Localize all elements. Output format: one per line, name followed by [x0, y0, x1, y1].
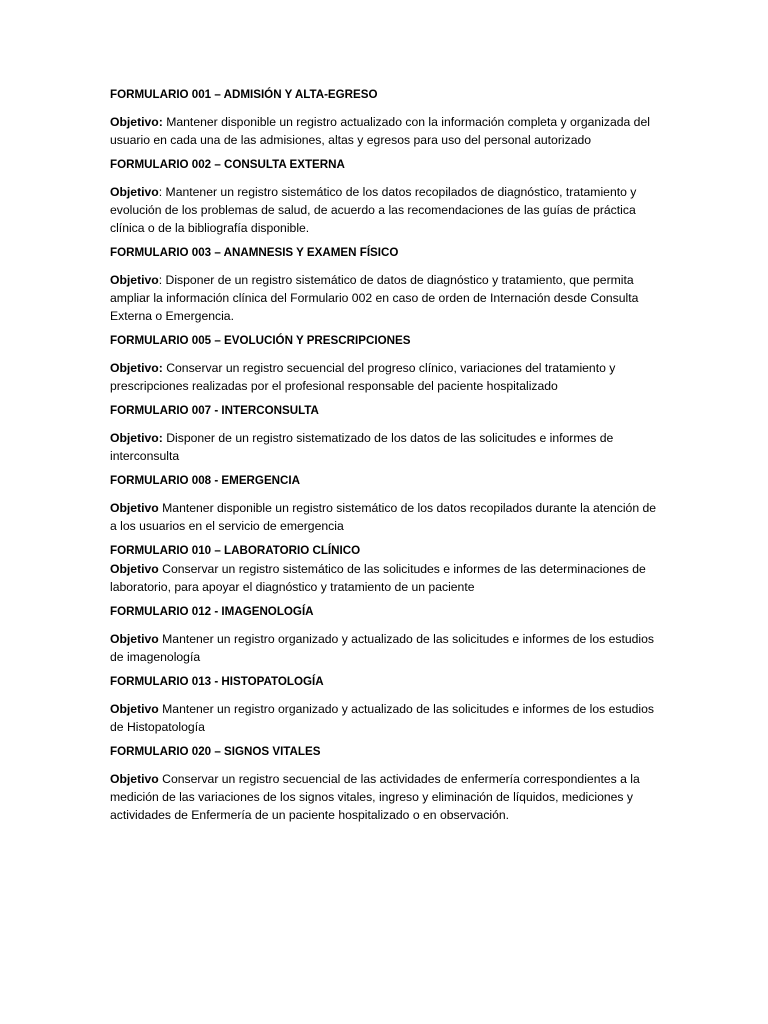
form-title: FORMULARIO 013 - HISTOPATOLOGÍA: [110, 675, 324, 688]
objective-text: Conservar un registro sistemático de las solicitudes e informes de las determinaciones de laboratorio, para apoyar el diagnóstico y tratamiento de un paciente: [110, 562, 646, 594]
objective-text: : Disponer de un registro sistemático de datos de diagnóstico y tratamiento, que permita ampliar la información clínica del Formulario 002 en caso de orden de Internación desde Consulta Externa o Emergencia.: [110, 273, 639, 323]
form-objective: [110, 359, 658, 395]
form-objective: [110, 271, 658, 325]
objective-label: Objetivo: [110, 702, 159, 716]
form-section-013: [110, 673, 658, 736]
objective-text: Disponer de un registro sistematizado de los datos de las solicitudes e informes de interconsulta: [110, 431, 614, 463]
objective-label: Objetivo: [110, 185, 159, 199]
form-title: FORMULARIO 001 – ADMISIÓN Y ALTA-EGRESO: [110, 88, 378, 101]
form-objective: [110, 429, 658, 465]
form-objective: [110, 770, 658, 824]
form-objective: [110, 560, 658, 596]
form-section-008: [110, 472, 658, 535]
objective-text: Conservar un registro secuencial de las actividades de enfermería correspondientes a la medición de las variaciones de los signos vitales, ingreso y eliminación de líquidos, mediciones y actividades de Enfermería de un paciente hospitalizado o en observación.: [110, 772, 640, 822]
form-objective: [110, 630, 658, 666]
form-objective: [110, 113, 658, 149]
objective-label: Objetivo:: [110, 361, 163, 375]
objective-text: : Mantener un registro sistemático de los datos recopilados de diagnóstico, tratamiento y evolución de los problemas de salud, de acuerdo a las recomendaciones de las guías de práctica clínica o de la bibliografía disponible.: [110, 185, 637, 235]
form-section-005: [110, 332, 658, 395]
form-title: FORMULARIO 010 – LABORATORIO CLÍNICO: [110, 544, 361, 557]
form-objective: [110, 183, 658, 237]
form-section-012: [110, 603, 658, 666]
objective-label: Objetivo: [110, 632, 159, 646]
form-title: FORMULARIO 020 – SIGNOS VITALES: [110, 745, 321, 758]
form-title: FORMULARIO 003 – ANAMNESIS Y EXAMEN FÍSICO: [110, 246, 399, 259]
form-section-002: [110, 156, 658, 237]
form-section-020: [110, 743, 658, 824]
form-section-010: [110, 542, 658, 596]
objective-label: Objetivo: [110, 273, 159, 287]
form-title: FORMULARIO 007 - INTERCONSULTA: [110, 404, 319, 417]
form-objective: [110, 700, 658, 736]
objective-label: Objetivo: [110, 501, 159, 515]
objective-label: Objetivo: [110, 772, 159, 786]
objective-text: Conservar un registro secuencial del progreso clínico, variaciones del tratamiento y prescripciones realizadas por el profesional responsable del paciente hospitalizado: [110, 361, 616, 393]
form-objective: [110, 499, 658, 535]
document-page: [110, 86, 658, 831]
form-section-001: [110, 86, 658, 149]
objective-text: Mantener un registro organizado y actualizado de las solicitudes e informes de los estudios de imagenología: [110, 632, 654, 664]
form-title: FORMULARIO 008 - EMERGENCIA: [110, 474, 301, 487]
objective-text: Mantener disponible un registro sistemático de los datos recopilados durante la atención de a los usuarios en el servicio de emergencia: [110, 501, 657, 533]
form-title: FORMULARIO 005 – EVOLUCIÓN Y PRESCRIPCIONES: [110, 334, 411, 347]
form-title: FORMULARIO 002 – CONSULTA EXTERNA: [110, 158, 345, 171]
form-title: FORMULARIO 012 - IMAGENOLOGÍA: [110, 605, 314, 618]
objective-text: Mantener disponible un registro actualizado con la información completa y organizada del usuario en cada una de las admisiones, altas y egresos para uso del personal autorizado: [110, 115, 650, 147]
objective-label: Objetivo: [110, 562, 159, 576]
objective-text: Mantener un registro organizado y actualizado de las solicitudes e informes de los estudios de Histopatología: [110, 702, 654, 734]
form-section-007: [110, 402, 658, 465]
form-section-003: [110, 244, 658, 325]
objective-label: Objetivo:: [110, 115, 163, 129]
objective-label: Objetivo:: [110, 431, 163, 445]
